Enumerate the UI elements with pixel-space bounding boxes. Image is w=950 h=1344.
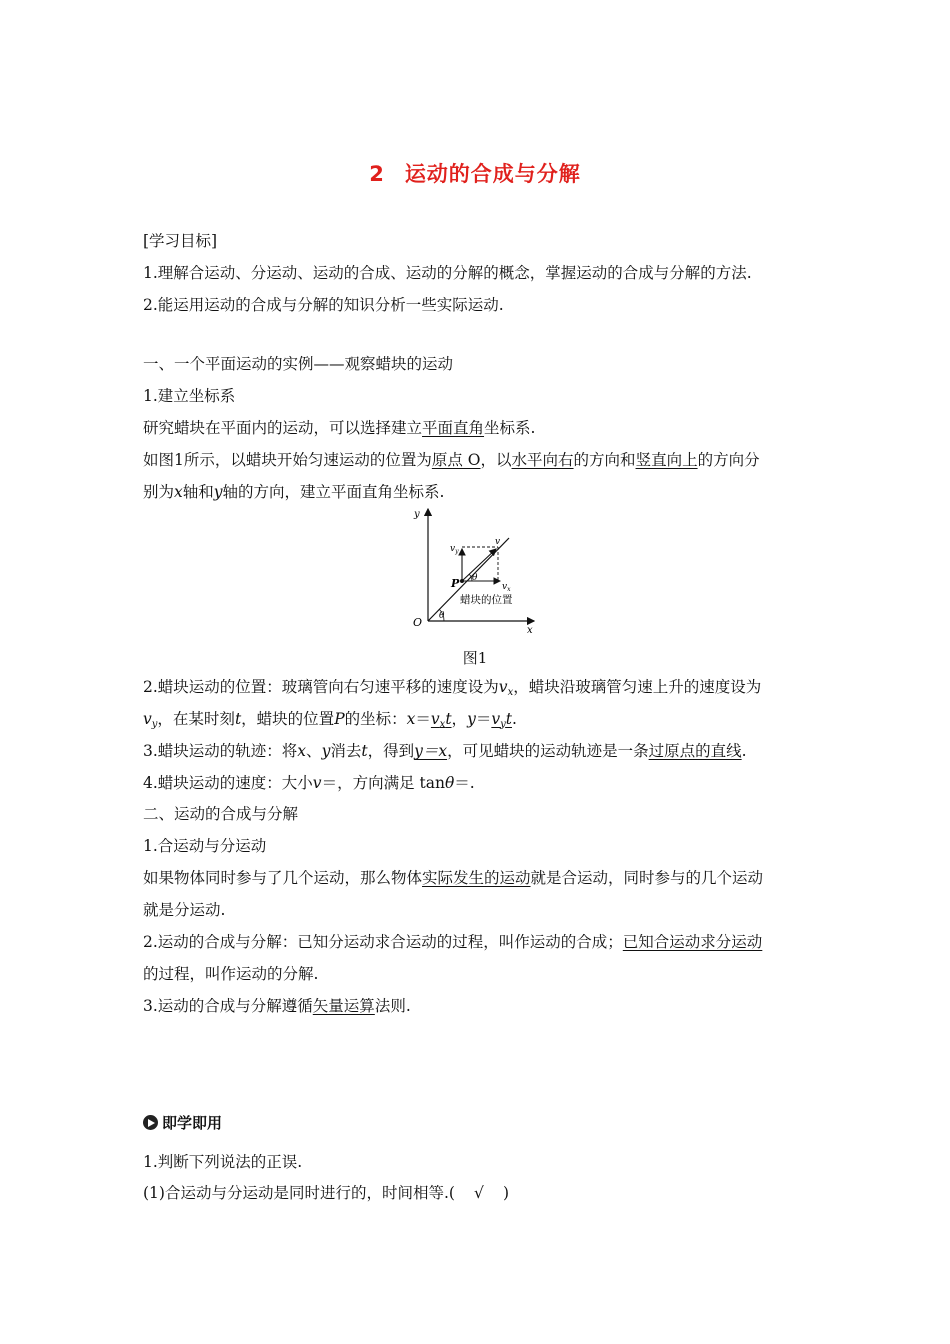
- answer-blank: 平面直角: [422, 419, 485, 437]
- paragraph-vector-rule: [143, 996, 823, 1016]
- text-span: 的方向分: [697, 451, 760, 469]
- paragraph-trajectory: [143, 741, 823, 761]
- math-var: P: [334, 710, 345, 728]
- text-span: 消去: [330, 742, 362, 760]
- text-span: ＝: [415, 710, 431, 728]
- text-span: 轴和: [182, 483, 214, 501]
- text-span: 轴的方向，建立平面直角坐标系.: [222, 483, 445, 501]
- v-label: v: [495, 537, 501, 547]
- answer-blank: 水平向右: [511, 451, 574, 469]
- title-text: 运动的合成与分解: [404, 162, 581, 186]
- math-var: t: [361, 742, 368, 760]
- answer-blank: 过原点的直线: [648, 742, 742, 760]
- math-var: x: [406, 710, 416, 728]
- paragraph-position-1: [143, 677, 823, 703]
- vx-symbol: v: [502, 582, 508, 592]
- text-span: ，在某时刻: [157, 710, 235, 728]
- text-span: ＝.: [454, 774, 475, 792]
- paragraph-axes: [143, 482, 823, 502]
- text-span: ，蜡块沿玻璃管匀速上升的速度设为: [513, 678, 762, 696]
- paragraph-origin: [143, 450, 823, 470]
- text-span: (1)合运动与分运动是同时进行的，时间相等.(: [143, 1184, 455, 1202]
- section-2-heading: 二、运动的合成与分解: [143, 805, 299, 823]
- practice-heading-text: 即学即用: [162, 1114, 223, 1132]
- section-1-1-title: 1.建立坐标系: [143, 387, 236, 405]
- text-span: ，可见蜡块的运动轨迹是一条: [447, 742, 649, 760]
- question-1-1: [143, 1183, 823, 1203]
- text-span: 3.蜡块运动的轨迹：将: [143, 742, 298, 760]
- question-1: 1.判断下列说法的正误.: [143, 1153, 303, 1171]
- math-var: v: [491, 710, 501, 728]
- text-span: 4.蜡块运动的速度：大小: [143, 774, 313, 792]
- theta-label-origin: θ: [439, 611, 445, 621]
- math-var: t: [234, 710, 242, 728]
- text-span: ，以: [480, 451, 512, 469]
- math-var: t: [445, 710, 452, 728]
- math-subscript: x: [439, 719, 446, 730]
- answer-blank: 实际发生的运动: [422, 869, 531, 887]
- page-title: [0, 158, 950, 188]
- text-span: 坐标系.: [484, 419, 536, 437]
- figure-1-diagram: [408, 503, 548, 635]
- math-var: y: [467, 710, 476, 728]
- text-span: 如图1所示，以蜡块开始匀速运动的位置为: [143, 451, 432, 469]
- section-1-heading: 一、一个平面运动的实例——观察蜡块的运动: [143, 355, 454, 373]
- vy-subscript: y: [455, 548, 459, 555]
- text-span: 别为: [143, 483, 175, 501]
- section-2-1-title: 1.合运动与分运动: [143, 837, 267, 855]
- objective-item-2: 2.能运用运动的合成与分解的知识分析一些实际运动.: [143, 296, 504, 314]
- answer-blank: 原点 O: [431, 451, 481, 469]
- math-var: t: [505, 710, 512, 728]
- text-span: .: [741, 742, 747, 760]
- math-var: x: [297, 742, 307, 760]
- theta-label-p: θ: [472, 573, 478, 583]
- text-span: 研究蜡块在平面内的运动，可以选择建立: [143, 419, 423, 437]
- text-span: 如果物体同时参与了几个运动，那么物体: [143, 869, 423, 887]
- text-span: 的坐标：: [344, 710, 407, 728]
- text-span: ＝，方向满足 tan: [321, 774, 445, 792]
- text-span: ): [502, 1184, 509, 1202]
- text-span: 法则.: [374, 997, 411, 1015]
- point-p: [460, 579, 464, 583]
- practice-heading: [143, 1113, 823, 1133]
- math-var: v: [430, 710, 440, 728]
- answer-blank: 矢量运算: [312, 997, 375, 1015]
- trajectory-line: [428, 538, 509, 621]
- paragraph-composition-2: 的过程，叫作运动的分解.: [143, 965, 319, 983]
- math-var: θ: [444, 774, 455, 792]
- answer-blank: [491, 710, 512, 728]
- text-span: 的方向和: [573, 451, 636, 469]
- origin-label: O: [413, 616, 423, 629]
- paragraph-resultant-1: [143, 868, 823, 888]
- vx-subscript: x: [507, 586, 511, 593]
- math-var: v: [312, 774, 322, 792]
- answer-blank: 已知合运动求分运动: [622, 933, 763, 951]
- title-number: 2: [369, 162, 385, 186]
- math-var: v: [143, 710, 152, 728]
- math-subscript: x: [507, 687, 514, 698]
- math-subscript: y: [151, 719, 158, 730]
- paragraph-resultant-2: 就是分运动.: [143, 901, 226, 919]
- math-var: v: [498, 678, 508, 696]
- objective-item-1: 1.理解合运动、分运动、运动的合成、运动的分解的概念，掌握运动的合成与分解的方法.: [143, 264, 752, 282]
- paragraph-position-2: [143, 709, 823, 735]
- vx-label: [502, 582, 511, 593]
- answer-blank: y＝x: [414, 742, 448, 760]
- answer-blank: 竖直向上: [635, 451, 698, 469]
- text-span: .: [512, 710, 517, 728]
- paragraph-coordinate-system: [143, 418, 823, 438]
- vy-label: [450, 544, 459, 555]
- paragraph-velocity: [143, 773, 823, 793]
- point-p-label: P: [451, 577, 460, 590]
- wax-position-label: 蜡块的位置: [460, 594, 513, 606]
- x-axis-label: x: [527, 625, 533, 635]
- text-span: ，: [451, 710, 468, 728]
- text-span: 3.运动的合成与分解遵循: [143, 997, 313, 1015]
- v-arrow: [462, 549, 496, 581]
- answer-blank: [431, 710, 452, 728]
- math-var: x: [174, 483, 183, 501]
- figure-1-caption: 图1: [462, 649, 488, 667]
- text-span: ＝: [475, 710, 492, 728]
- text-span: 、: [306, 742, 322, 760]
- text-span: 就是合运动，同时参与的几个运动: [530, 869, 764, 887]
- text-span: 2.蜡块运动的位置：玻璃管向右匀速平移的速度设为: [143, 678, 499, 696]
- math-var: y: [213, 483, 223, 501]
- play-circle-icon: [143, 1115, 158, 1130]
- math-var: y: [321, 742, 331, 760]
- paragraph-composition-1: [143, 932, 823, 952]
- check-mark: √: [473, 1184, 484, 1202]
- math-subscript: y: [500, 719, 506, 730]
- text-span: ，蜡块的位置: [241, 710, 335, 728]
- objectives-header: [学习目标]: [143, 232, 218, 250]
- text-span: 2.运动的合成与分解：已知分运动求合运动的过程，叫作运动的合成；: [143, 933, 623, 951]
- vy-symbol: v: [450, 544, 456, 554]
- y-axis-label: y: [414, 509, 420, 520]
- text-span: ，得到: [367, 742, 415, 760]
